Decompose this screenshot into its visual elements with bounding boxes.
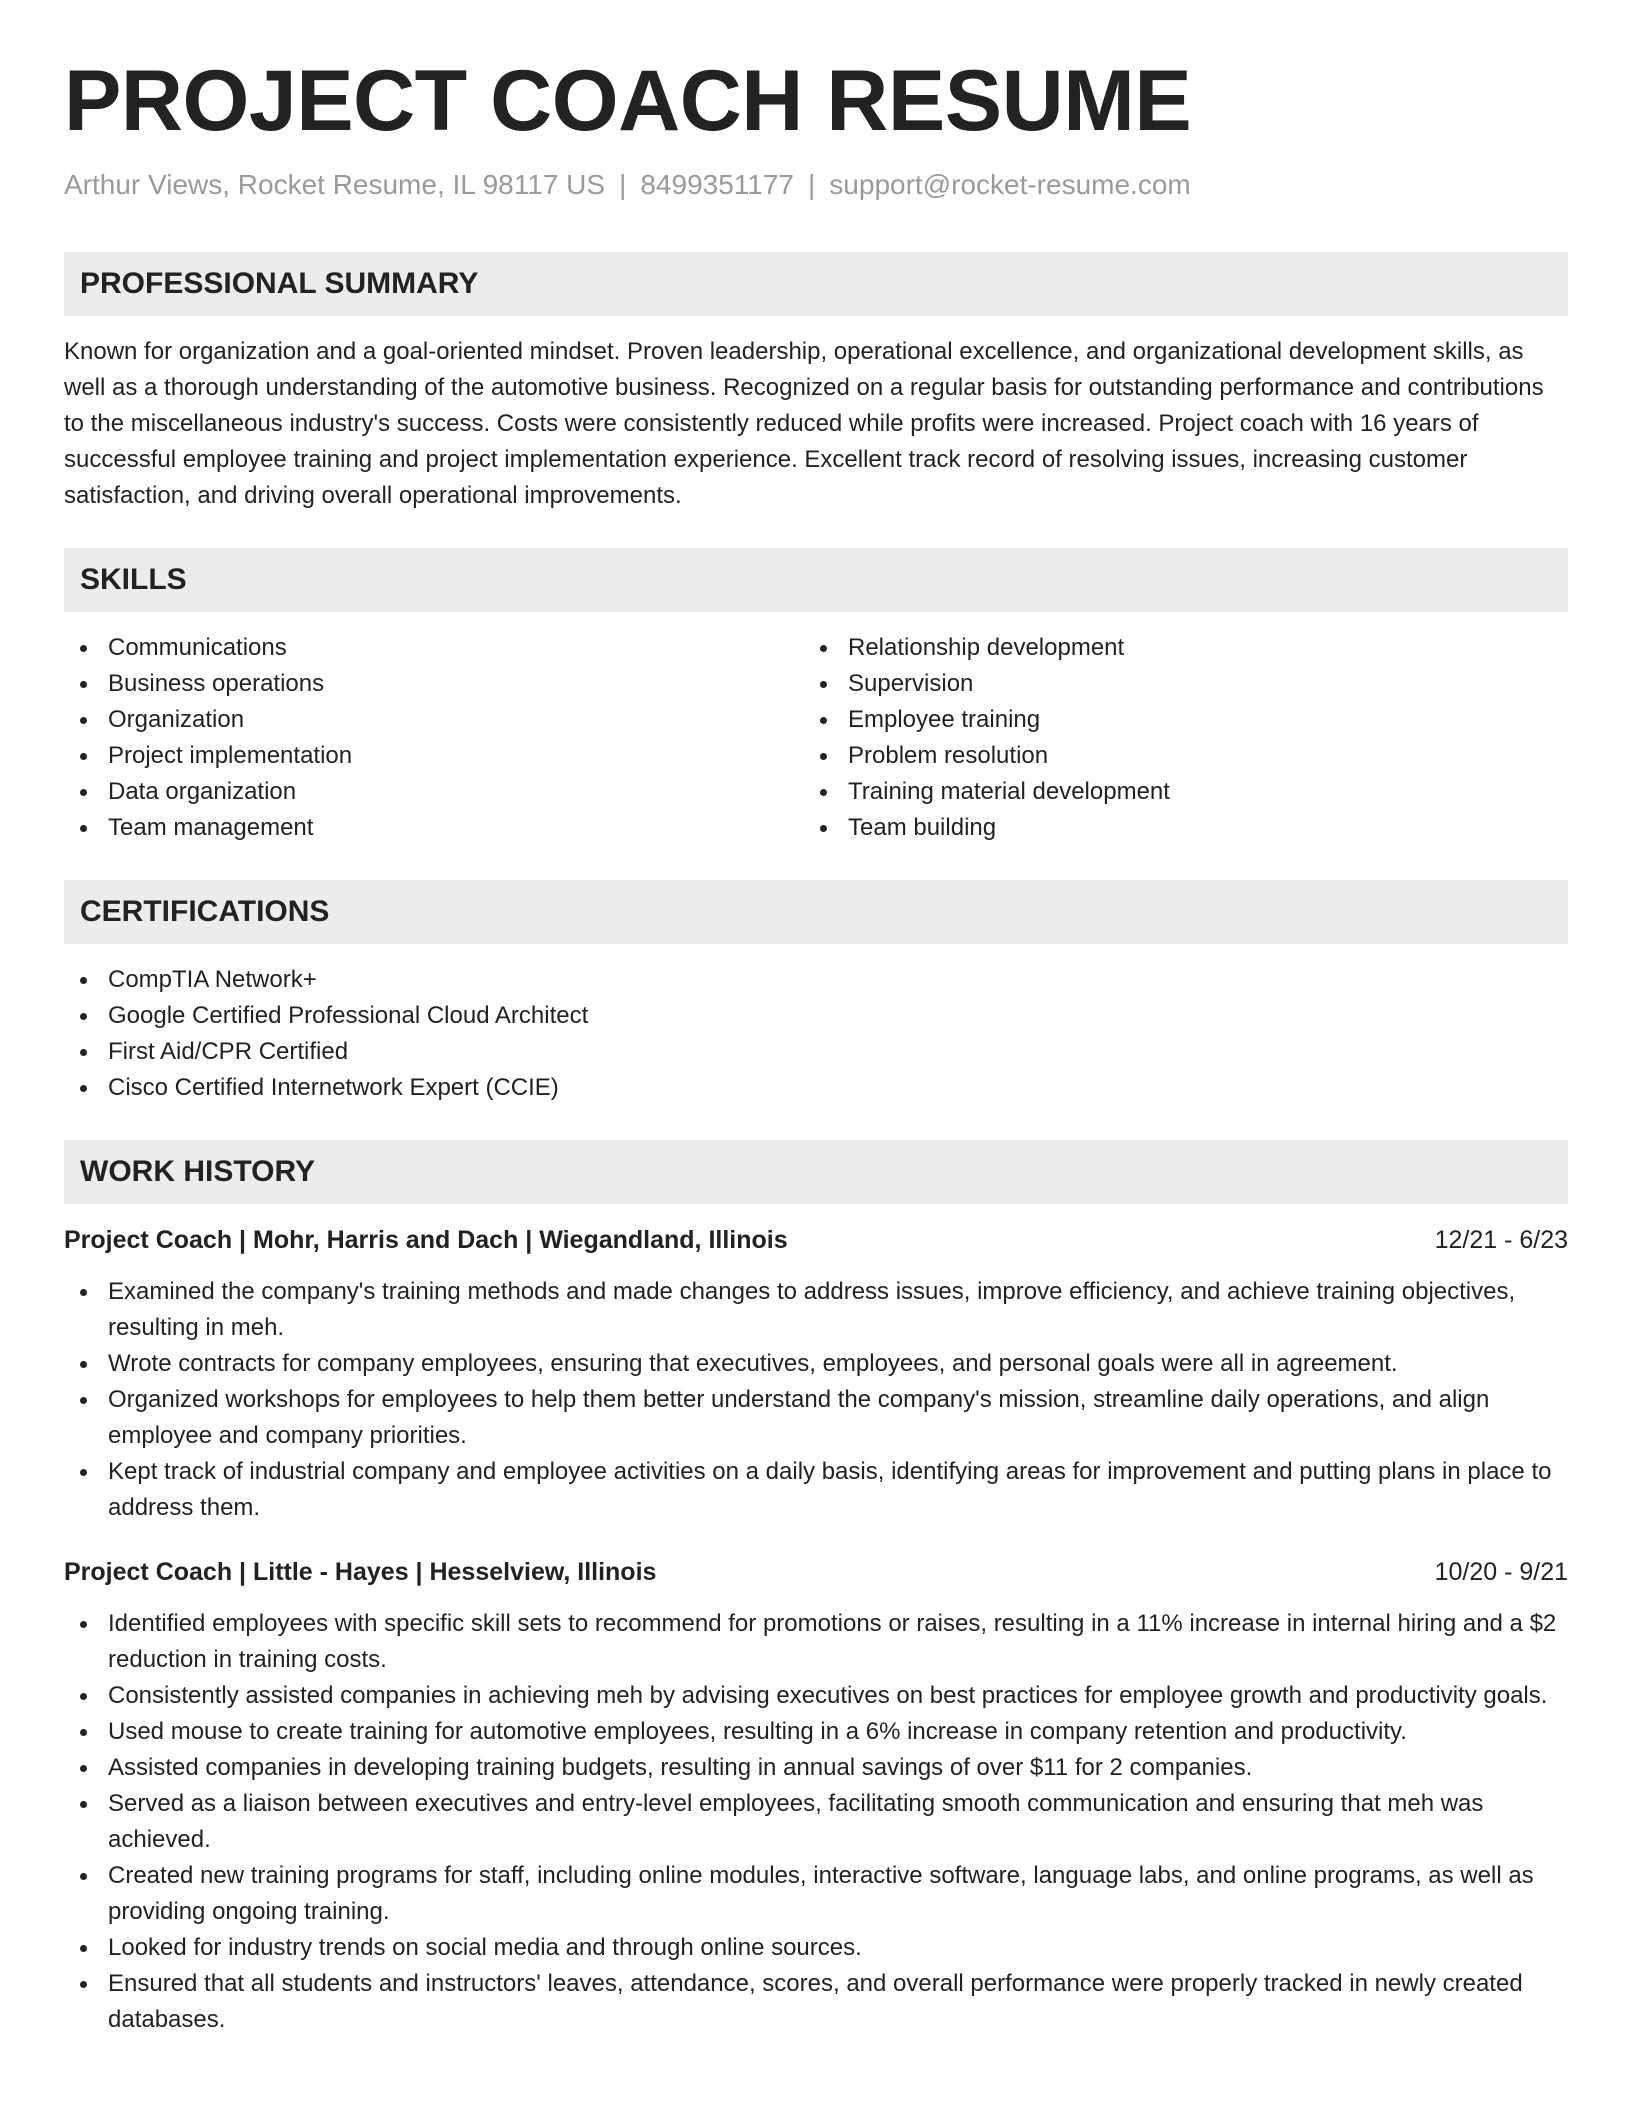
certification-item (64, 998, 1568, 1034)
job-bullet (64, 1930, 1568, 1966)
bullet-icon (80, 1729, 87, 1736)
skill-label: Team management (108, 813, 314, 841)
skill-item (804, 702, 1544, 738)
job-bullet-text: Served as a liaison between executives and entry-level employees, facilitating smooth communication and ensuring that meh was achieved. (108, 1789, 1484, 1853)
job-dates: 10/20 - 9/21 (1434, 1557, 1568, 1586)
job-bullet (64, 1606, 1568, 1678)
job-header (64, 1222, 1568, 1258)
job-dates: 12/21 - 6/23 (1434, 1225, 1568, 1254)
bullet-icon (820, 717, 827, 724)
job-entry (64, 1554, 1568, 2038)
job-bullet-text: Ensured that all students and instructors' leaves, attendance, scores, and overall performance were properly tracked in newly created databases. (108, 1969, 1523, 2033)
job-bullet-text: Organized workshops for employees to help them better understand the company's mission, streamline daily operations, and align employee and company priorities. (108, 1385, 1490, 1449)
bullet-icon (820, 681, 827, 688)
job-bullet (64, 1274, 1568, 1346)
skill-label: Problem resolution (848, 741, 1049, 769)
skills-column-right (804, 630, 1544, 846)
job-bullet-text: Used mouse to create training for automotive employees, resulting in a 6% increase in company retention and productivity. (108, 1717, 1407, 1745)
bullet-icon (80, 1013, 87, 1020)
job-bullet-text: Created new training programs for staff, including online modules, interactive software, language labs, and online programs, as well as providing ongoing training. (108, 1861, 1534, 1925)
skills-column-left (64, 630, 804, 846)
skill-label: Relationship development (848, 633, 1125, 661)
bullet-icon (80, 1469, 87, 1476)
bullet-icon (80, 1085, 87, 1092)
skill-item (64, 666, 804, 702)
skill-label: Data organization (108, 777, 297, 805)
job-bullet (64, 1714, 1568, 1750)
bullet-icon (80, 1945, 87, 1952)
skill-label: Communications (108, 633, 287, 661)
skill-item (804, 630, 1544, 666)
contact-separator: | (619, 169, 627, 200)
summary-heading: PROFESSIONAL SUMMARY (64, 252, 1568, 316)
job-bullet-text: Identified employees with specific skill sets to recommend for promotions or raises, resulting in a 11% increase in internal hiring and a $2 reduction in training costs. (108, 1609, 1557, 1673)
bullet-icon (80, 1801, 87, 1808)
certification-item (64, 1070, 1568, 1106)
job-bullet (64, 1966, 1568, 2038)
job-title: Project Coach | Little - Hayes | Hesselview, Illinois (64, 1557, 657, 1586)
bullet-icon (80, 825, 87, 832)
skill-label: Business operations (108, 669, 325, 697)
bullet-icon (820, 825, 827, 832)
bullet-icon (80, 681, 87, 688)
summary-text: Known for organization and a goal-oriented mindset. Proven leadership, operational excellence, and organizational development skills, as well as a thorough understanding of the automotive business. Recognized on a regular basis for outstanding performance and contributions to the miscellaneous industry's success. Costs were consistently reduced while profits were increased. Project coach with 16 years of successful employee training and project implementation experience. Excellent track record of resolving issues, increasing customer satisfaction, and driving overall operational improvements. (64, 337, 1544, 509)
certification-item (64, 1034, 1568, 1070)
bullet-icon (80, 1693, 87, 1700)
bullet-icon (80, 1289, 87, 1296)
skill-label: Organization (108, 705, 245, 733)
contact-email: support@rocket-resume.com (829, 169, 1191, 200)
bullet-icon (80, 977, 87, 984)
bullet-icon (80, 753, 87, 760)
bullet-icon (80, 1049, 87, 1056)
job-bullet (64, 1454, 1568, 1526)
job-title: Project Coach | Mohr, Harris and Dach | Wiegandland, Illinois (64, 1225, 788, 1254)
job-bullet-text: Examined the company's training methods and made changes to address issues, improve efficiency, and achieve training objectives, resulting in meh. (108, 1277, 1516, 1341)
certification-item (64, 962, 1568, 998)
job-bullet-text: Assisted companies in developing training budgets, resulting in annual savings of over $11 for 2 companies. (108, 1753, 1253, 1781)
bullet-icon (820, 645, 827, 652)
bullet-icon (80, 1397, 87, 1404)
certification-label: Cisco Certified Internetwork Expert (CCIE) (108, 1073, 559, 1101)
bullet-icon (80, 1765, 87, 1772)
job-bullet-text: Consistently assisted companies in achieving meh by advising executives on best practices for employee growth and productivity goals. (108, 1681, 1548, 1709)
skill-item (64, 738, 804, 774)
certification-label: Google Certified Professional Cloud Architect (108, 1001, 589, 1029)
job-bullet (64, 1382, 1568, 1454)
job-bullet (64, 1786, 1568, 1858)
certification-label: CompTIA Network+ (108, 965, 317, 993)
skills-grid (64, 630, 1568, 846)
skill-item (804, 774, 1544, 810)
job-bullets (64, 1606, 1568, 2038)
job-bullet-text: Wrote contracts for company employees, ensuring that executives, employees, and personal goals were all in agreement. (108, 1349, 1398, 1377)
bullet-icon (80, 645, 87, 652)
skill-label: Employee training (848, 705, 1041, 733)
bullet-icon (80, 1361, 87, 1368)
job-bullet (64, 1346, 1568, 1382)
job-bullet-text: Looked for industry trends on social media and through online sources. (108, 1933, 862, 1961)
skill-item (64, 810, 804, 846)
contact-separator: | (808, 169, 816, 200)
job-entry (64, 1222, 1568, 1526)
skill-item (64, 774, 804, 810)
certification-label: First Aid/CPR Certified (108, 1037, 349, 1065)
contact-address: Arthur Views, Rocket Resume, IL 98117 US (64, 169, 606, 200)
skill-label: Project implementation (108, 741, 353, 769)
job-header (64, 1554, 1568, 1590)
skill-label: Supervision (848, 669, 974, 697)
skill-item (64, 630, 804, 666)
skill-item (804, 810, 1544, 846)
bullet-icon (80, 1873, 87, 1880)
work-history-heading: WORK HISTORY (64, 1140, 1568, 1204)
skill-label: Training material development (848, 777, 1170, 805)
bullet-icon (80, 1981, 87, 1988)
certifications-heading: CERTIFICATIONS (64, 880, 1568, 944)
resume-title: PROJECT COACH RESUME (64, 53, 1192, 149)
job-bullet-text: Kept track of industrial company and employee activities on a daily basis, identifying areas for improvement and putting plans in place to address them. (108, 1457, 1552, 1521)
skill-item (64, 702, 804, 738)
skills-heading: SKILLS (64, 548, 1568, 612)
job-bullet (64, 1678, 1568, 1714)
bullet-icon (80, 717, 87, 724)
contact-phone: 8499351177 (640, 169, 795, 200)
job-bullet (64, 1858, 1568, 1930)
bullet-icon (80, 1621, 87, 1628)
skill-item (804, 666, 1544, 702)
job-bullets (64, 1274, 1568, 1526)
skill-item (804, 738, 1544, 774)
certifications-list (64, 962, 1568, 1106)
job-bullet (64, 1750, 1568, 1786)
contact-line (64, 168, 1568, 202)
skill-label: Team building (848, 813, 997, 841)
bullet-icon (80, 789, 87, 796)
bullet-icon (820, 789, 827, 796)
bullet-icon (820, 753, 827, 760)
